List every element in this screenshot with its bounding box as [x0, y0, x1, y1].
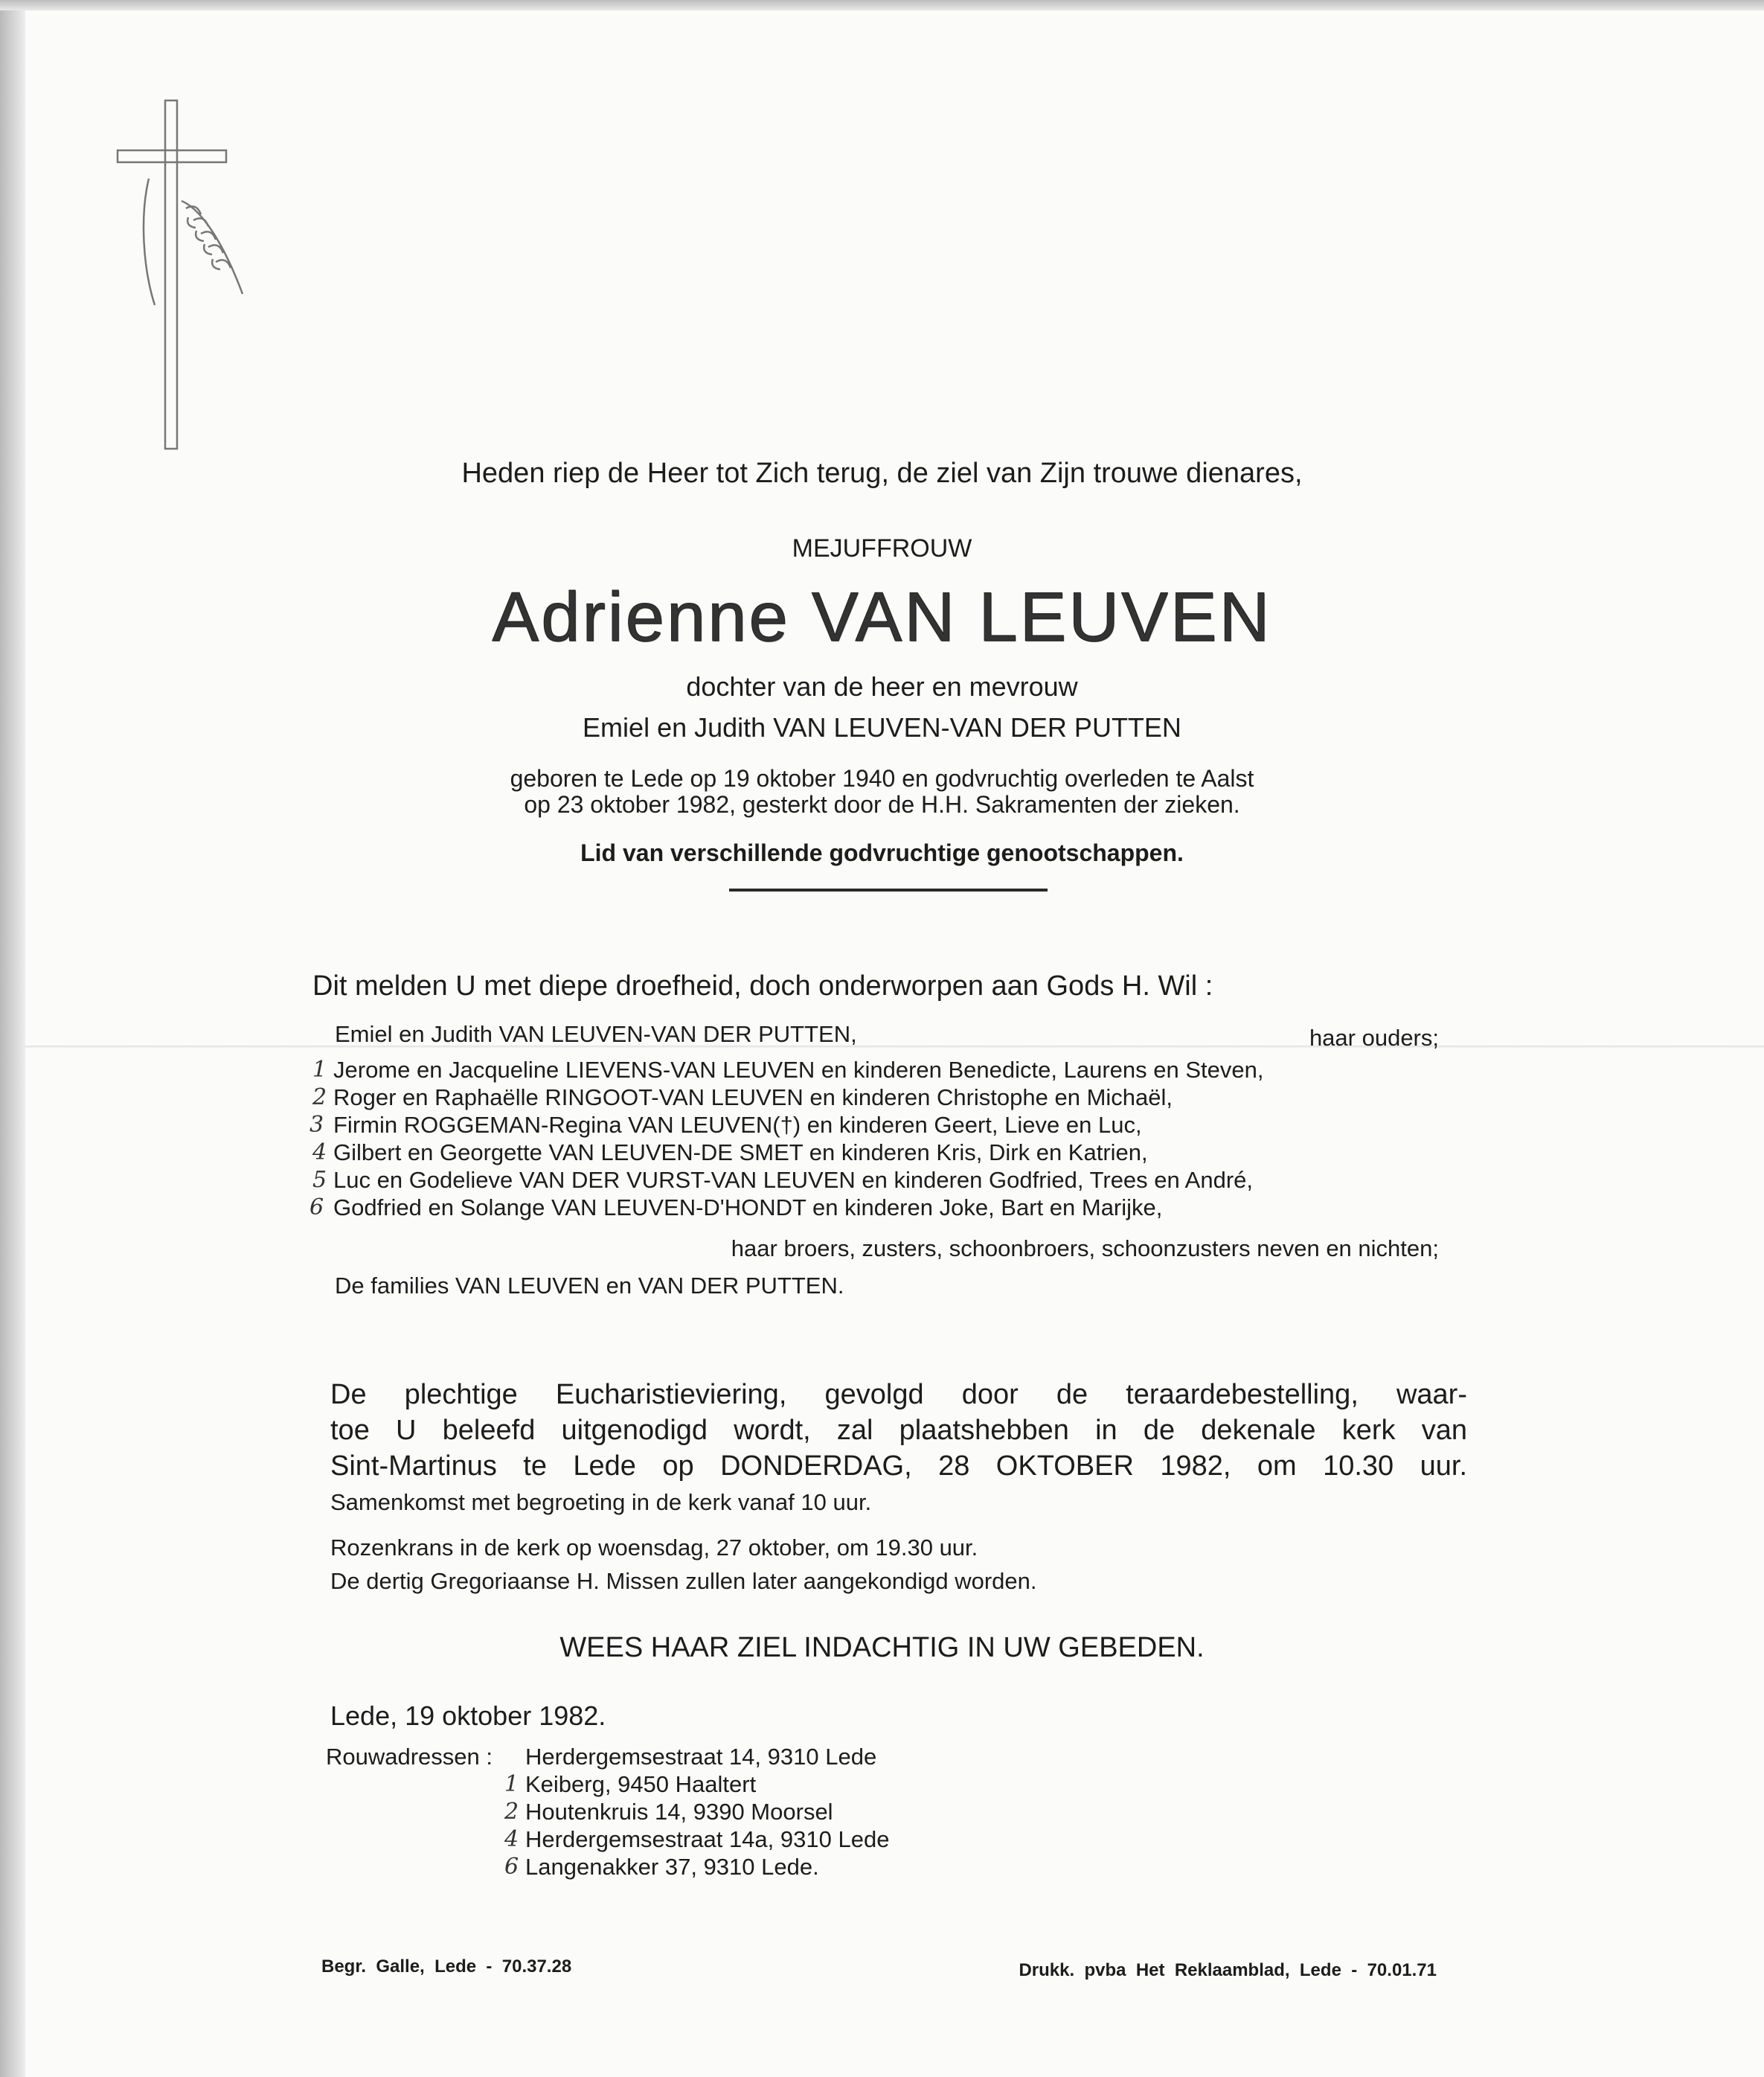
- sibling-line-2: Roger en Raphaëlle RINGOOT-VAN LEUVEN en kinderen Christophe en Michaël,: [333, 1084, 1173, 1110]
- address-line-1: Herdergemsestraat 14, 9310 Lede: [525, 1744, 877, 1770]
- address-mark-4: 4: [504, 1826, 519, 1852]
- sibling-mark-6: 6: [309, 1194, 324, 1220]
- rosary-text: Rozenkrans in de kerk op woensdag, 27 oktober, om 19.30 uur.: [330, 1534, 978, 1561]
- masses-text: De dertig Gregoriaanse H. Missen zullen later aangekondigd worden.: [330, 1568, 1037, 1594]
- sibling-line-1: Jerome en Jacqueline LIEVENS-VAN LEUVEN en kinderen Benedicte, Laurens en Steven,: [333, 1057, 1264, 1083]
- gathering-text: Samenkomst met begroeting in de kerk vanaf 10 uur.: [330, 1489, 872, 1515]
- families-line: De families VAN LEUVEN en VAN DER PUTTEN.: [335, 1273, 844, 1299]
- parents-names: Emiel en Judith VAN LEUVEN-VAN DER PUTTEN: [583, 712, 1181, 743]
- sibling-mark-3: 3: [309, 1112, 324, 1138]
- honorific-title: MEJUFFROUW: [792, 534, 972, 563]
- birth-text: geboren te Lede op 19 oktober 1940 en godvruchtig overleden te Aalst: [510, 765, 1254, 792]
- family-parents-line: Emiel en Judith VAN LEUVEN-VAN DER PUTTEN,: [335, 1021, 857, 1047]
- intro-text: Heden riep de Heer tot Zich terug, de ziel van Zijn trouwe dienares,: [461, 458, 1303, 489]
- cross-with-wheat-icon: [110, 97, 259, 454]
- address-mark-2: 1: [504, 1771, 519, 1797]
- deceased-name: Adrienne VAN LEUVEN: [492, 577, 1272, 656]
- place-date: Lede, 19 oktober 1982.: [330, 1700, 606, 1731]
- service-line-2: toe U beleefd uitgenodigd wordt, zal plaatshebben in de dekenale kerk van: [330, 1415, 1467, 1446]
- sibling-mark-2: 2: [312, 1084, 327, 1110]
- footer-printer: Drukk. pvba Het Reklaamblad, Lede - 70.01.71: [1019, 1960, 1437, 1980]
- membership-text: Lid van verschillende godvruchtige genootschappen.: [580, 839, 1184, 866]
- scan-edge-top: [0, 0, 1764, 10]
- sibling-mark-5: 5: [312, 1167, 327, 1193]
- address-mark-3: 2: [504, 1799, 519, 1825]
- paper-fold: [25, 1046, 1764, 1048]
- family-parents-role: haar ouders;: [1309, 1025, 1439, 1051]
- sibling-line-3: Firmin ROGGEMAN-Regina VAN LEUVEN(†) en kinderen Geert, Lieve en Luc,: [333, 1112, 1142, 1138]
- announcement-text: Dit melden U met diepe droefheid, doch onderworpen aan Gods H. Wil :: [312, 970, 1213, 1002]
- daughter-of-text: dochter van de heer en mevrouw: [686, 671, 1078, 702]
- death-text: op 23 oktober 1982, gesterkt door de H.H. Sakramenten der zieken.: [524, 791, 1240, 818]
- prayer-request: WEES HAAR ZIEL INDACHTIG IN UW GEBEDEN.: [559, 1632, 1205, 1663]
- siblings-role: haar broers, zusters, schoonbroers, schoonzusters neven en nichten;: [731, 1235, 1439, 1261]
- address-line-3: Houtenkruis 14, 9390 Moorsel: [525, 1799, 833, 1825]
- addresses-label: Rouwadressen :: [326, 1744, 493, 1770]
- sibling-line-4: Gilbert en Georgette VAN LEUVEN-DE SMET en kinderen Kris, Dirk en Katrien,: [333, 1139, 1148, 1165]
- sibling-line-5: Luc en Godelieve VAN DER VURST-VAN LEUVEN en kinderen Godfried, Trees en André,: [333, 1167, 1254, 1193]
- sibling-mark-4: 4: [312, 1139, 327, 1165]
- footer-undertaker: Begr. Galle, Lede - 70.37.28: [321, 1956, 572, 1977]
- address-line-4: Herdergemsestraat 14a, 9310 Lede: [525, 1826, 890, 1852]
- address-line-5: Langenakker 37, 9310 Lede.: [525, 1854, 819, 1880]
- address-line-2: Keiberg, 9450 Haaltert: [525, 1771, 757, 1797]
- address-mark-5: 6: [504, 1854, 519, 1880]
- sibling-mark-1: 1: [312, 1057, 327, 1083]
- service-line-3: Sint-Martinus te Lede op DONDERDAG, 28 OKTOBER 1982, om 10.30 uur.: [330, 1450, 1467, 1482]
- sibling-line-6: Godfried en Solange VAN LEUVEN-D'HONDT en kinderen Joke, Bart en Marijke,: [333, 1194, 1163, 1220]
- divider-rule: [729, 889, 1048, 892]
- scan-edge-left: [0, 0, 25, 2077]
- service-line-1: De plechtige Eucharistieviering, gevolgd door de teraardebestelling, waar-: [330, 1379, 1467, 1410]
